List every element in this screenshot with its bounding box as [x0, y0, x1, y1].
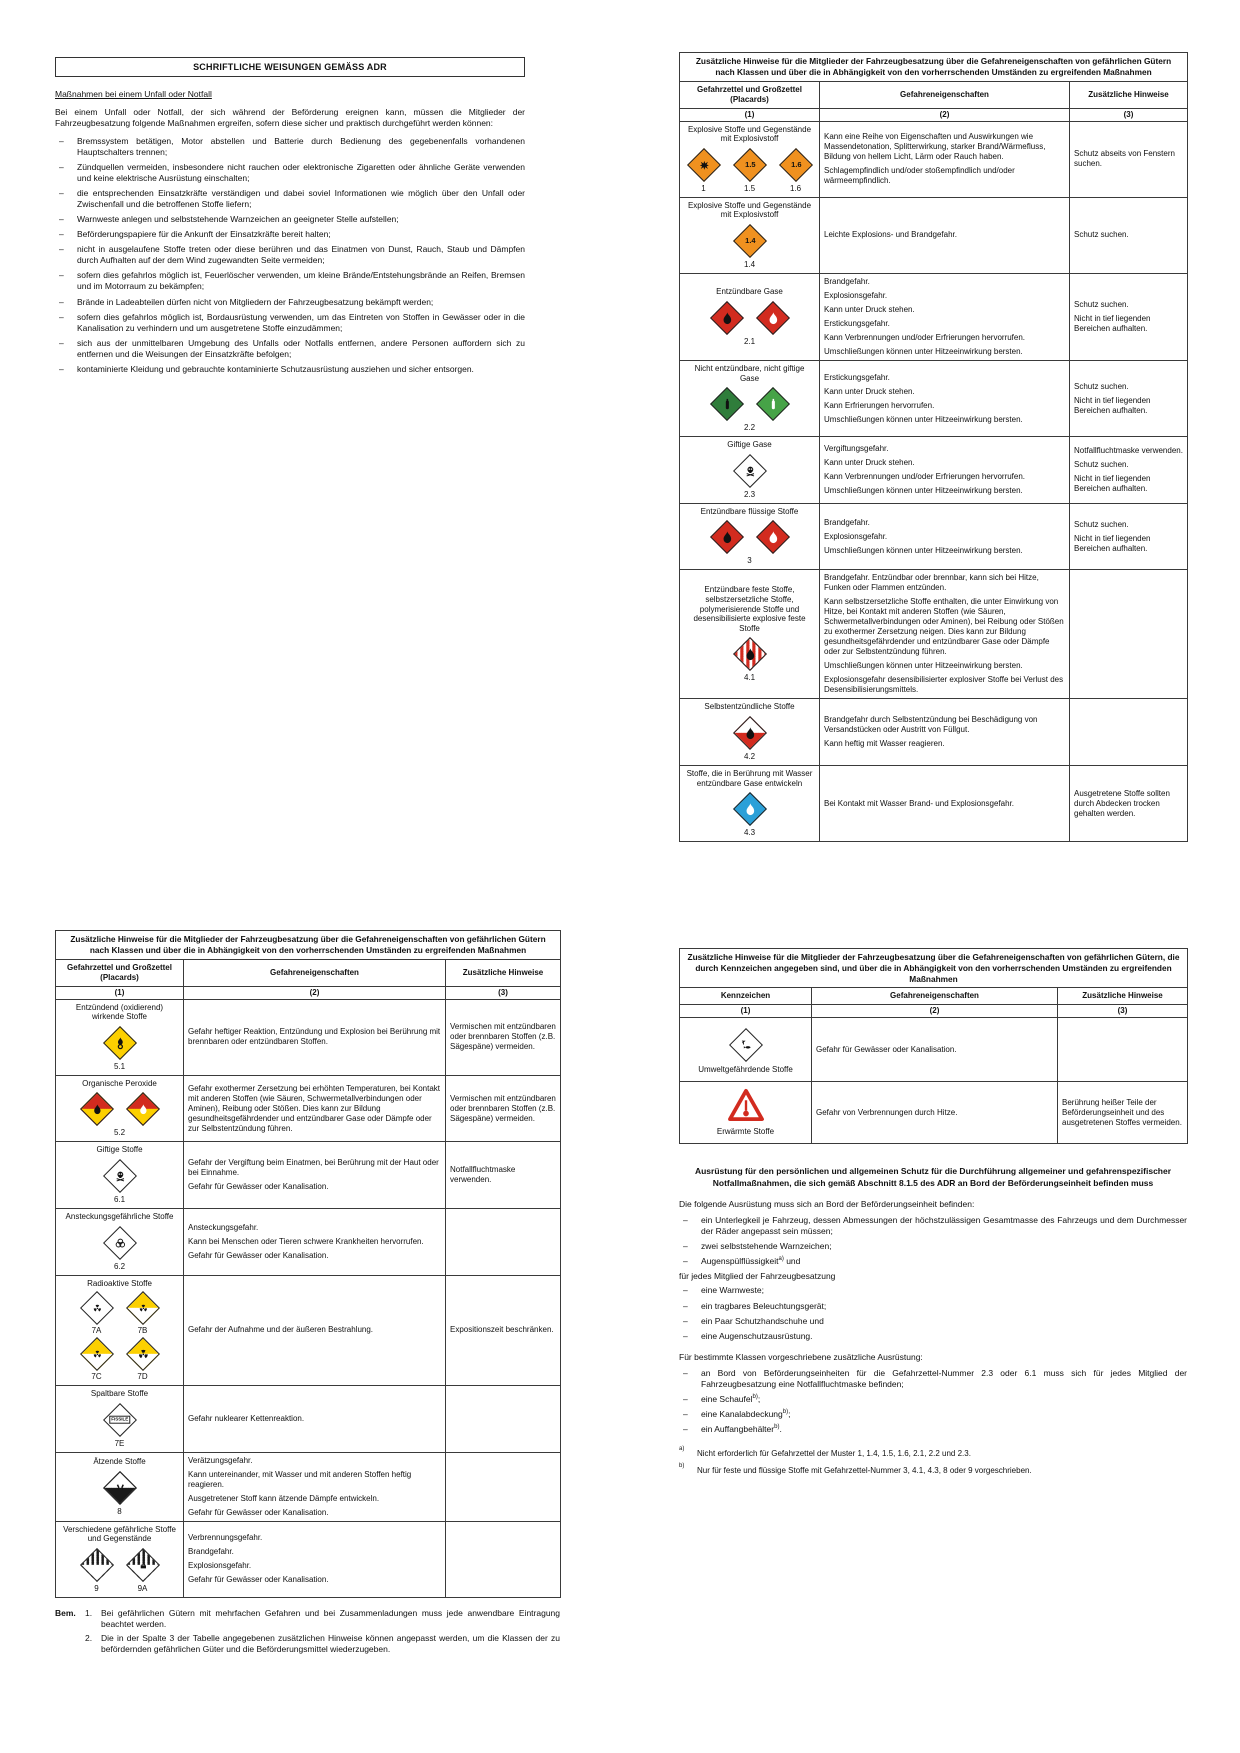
placard-gas-cylinder-white-icon: [755, 386, 791, 422]
table-row-class-7: Radioaktive Stoffe 7A 7B 7C 7D Gefahr der Aufnahme und der äußeren Bestrahlung. Expositionszeit beschränken.: [56, 1275, 561, 1386]
equipment-heading: Ausrüstung für den persönlichen und allgemeinen Schutz für die Durchführung allgemeiner und gefahrenspezifischer Notfallmaßnahmen, die sich gemäß Abschnitt 8.1.5 des ADR an Bord der Beförderungseinheit befinden muss: [694, 1166, 1172, 1188]
list-item: – an Bord von Beförderungseinheiten für die Gefahrzettel-Nummer 2.3 oder 6.1 muss sich für jedes Mitglied der Fahrzeugbesatzung eine Notfallfluchtmaske befinden;: [679, 1368, 1187, 1390]
table-row-class-4-1: Entzündbare feste Stoffe, selbstzersetzliche Stoffe, polymerisierende Stoffe und desensibilisierte explosive feste Stoffe 4.1 Brandgefahr. Entzündbar oder brennbar, kann sich bei Hitze, Funken oder Flammen entzünden. Kann selbstzersetzliche Stoffe enthalten, die unter Einwirkung von Hitze, bei Kontakt mit anderen Stoffen (wie Säuren, Schwermetallverbindungen oder Aminen), bei Reibung oder Stößen zu exothermer Zersetzung neigen. Dies kann zur Bildung gesundheitsgefährdender und entzündbarer Gase oder Dämpfe oder zur Selbstentzündung führen. Umschließungen können unter Hitzeeinwirkung bersten. Explosionsgefahr desensibilisierter explosiver Stoffe bei Verlust des Desensibilisierungsmittels.: [680, 570, 1188, 699]
col-header-hints: Zusätzliche Hinweise: [1058, 988, 1188, 1005]
placard-flammable-gas-white-flame-icon: [755, 300, 791, 336]
document-title: SCHRIFTLICHE WEISUNGEN GEMÄSS ADR: [55, 57, 525, 77]
marks-table: Zusätzliche Hinweise für die Mitglieder der Fahrzeugbesatzung über die Gefahreneigenschaften von gefährlichen Gütern, die durch Kennzeichen angegeben sind, und über die in Abhängigkeit von den vorherrschenden Umständen zu ergreifenden Maßnahmen Kennzeichen Gefahreneigenschaften Zusätzliche Hinweise (1) (2) (3) Umweltgefährdende Stoffe Gefahr für Gewässer oder Kanalisation. Erwärmte Stoffe Gefahr von Verbrennungen durch Hitze. Berührung heißer Teile der Beförderungseinheit und des ausgetretenen Stoffes vermeiden.: [679, 948, 1188, 1144]
placard-flammable-solid-striped-icon: [732, 636, 768, 672]
footnote-a: a) Nicht erforderlich für Gefahrzettel der Muster 1, 1.4, 1.5, 1.6, 2.1, 2.2 und 2.3.: [679, 1445, 971, 1458]
table-row-class-5-2: Organische Peroxide 5.2 Gefahr exothermer Zersetzung bei erhöhten Temperaturen, bei Kontakt mit anderen Stoffen (wie Säuren, Schwermetallverbindungen oder Aminen), Reibung oder Stößen. Dies kann zur Bildung gesundheitsgefährdender und entzündbarer Gase oder Dämpfe oder zur Selbstentzündung führen. Vermischen mit entzündbaren oder brennbaren Stoffen (z.B. Sägespäne) vermeiden.: [56, 1075, 561, 1142]
list-item: – nicht in ausgelaufene Stoffe treten oder diese berühren und das Einatmen von Dunst, Rauch, Staub und Dämpfen durch Aufhalten auf der dem Wind zugewandten Seite vermeiden;: [55, 244, 525, 266]
placard-oxidizer-icon: [102, 1025, 138, 1061]
list-item: – Brände in Ladeabteilen dürfen nicht von Mitgliedern der Fahrzeugbesatzung bekämpft werden;: [55, 297, 525, 308]
placard-captions: 9 9A: [94, 1583, 148, 1593]
table-row-class-2-3: Giftige Gase 2.3 Vergiftungsgefahr. Kann unter Druck stehen. Kann Verbrennungen und/oder Erfrierungen hervorrufen. Umschließungen können unter Hitzeeinwirkung bersten. Notfallfluchtmaske verwenden. Schutz suchen. Nicht in tief liegenden Bereichen aufhalten.: [680, 437, 1188, 504]
table-row-class-1: Explosive Stoffe und Gegenstände mit Explosivstoff 1.5 1.6 1 1.5 1.6 Kann eine Reihe von Eigenschaften und Auswirkungen wie Massendetonation, Splitterwirkung, starker Brand/Wärmefluss, Bildung von hellem Licht, Lärm oder Rauch haben. Schlagempfindlich und/oder stoßempfindlich und/oder wärmeempfindlich. Schutz abseits von Fenstern suchen.: [680, 121, 1188, 197]
col-header-placards: Gefahrzettel und Großzettel (Placards): [56, 959, 184, 986]
placard-organic-peroxide-white-flame-icon: [125, 1091, 161, 1127]
placard-infectious-biohazard-icon: [102, 1225, 138, 1261]
list-item: – zwei selbststehende Warnzeichen;: [679, 1241, 1187, 1252]
list-item: – sich aus der unmittelbaren Umgebung des Unfalls oder Notfalls entfernen, andere Personen auffordern sich zu entfernen und die Weisungen der Einsatzkräfte befolgen;: [55, 338, 525, 360]
list-item: – eine Kanalabdeckung$^{b)}$;: [679, 1409, 1187, 1420]
list-item: – eine Warnweste;: [679, 1285, 1187, 1296]
remark-item: 1. Bei gefährlichen Gütern mit mehrfachen Gefahren und bei Zusammenladungen muss jede anwendbare Eintragung beachtet werden.: [85, 1607, 560, 1629]
equipment-intro: Die folgende Ausrüstung muss sich an Bord der Beförderungseinheit befinden:: [679, 1199, 975, 1210]
list-item: – die entsprechenden Einsatzkräfte verständigen und dabei soviel Informationen wie möglich über den Unfall oder Zwischenfall und die betroffenen Stoffe liefern;: [55, 188, 525, 210]
placard-explosive-1-4-icon: 1.4: [732, 223, 768, 259]
placard-gas-cylinder-black-icon: [709, 386, 745, 422]
table-row-class-2-2: Nicht entzündbare, nicht giftige Gase 2.2 Erstickungsgefahr. Kann unter Druck stehen. Kann Erfrierungen hervorrufen. Umschließungen können unter Hitzeeinwirkung bersten. Schutz suchen. Nicht in tief liegenden Bereichen aufhalten.: [680, 360, 1188, 436]
list-item: – ein Unterlegkeil je Fahrzeug, dessen Abmessungen der höchstzulässigen Gesamtmasse des Fahrzeugs und dem Durchmesser der Räder angepasst sein müssen;: [679, 1215, 1187, 1237]
col-header-marks: Kennzeichen: [680, 988, 812, 1005]
placard-fissile-icon: FISSILE: [102, 1402, 138, 1438]
list-item: – sofern dies gefahrlos möglich ist, Bordausrüstung verwenden, um das Eintreten von Stoffen in Gewässer oder in die Kanalisation zu verhindern und um ausgetretene Stoffe einzudämmen;: [55, 312, 525, 334]
list-item: – ein tragbares Beleuchtungsgerät;: [679, 1301, 1187, 1312]
table-title: Zusätzliche Hinweise für die Mitglieder der Fahrzeugbesatzung über die Gefahreneigenschaften von gefährlichen Gütern nach Klassen und über die in Abhängigkeit von den vorherrschenden Umständen zu ergreifenden Maßnahmen: [680, 53, 1188, 82]
table-row-class-8: Ätzende Stoffe 8 Verätzungsgefahr. Kann untereinander, mit Wasser und mit anderen Stoffen heftig reagieren. Ausgetretener Stoff kann ätzende Dämpfe entwickeln. Gefahr für Gewässer oder Kanalisation.: [56, 1452, 561, 1521]
placard-captions: 7A 7B: [91, 1326, 148, 1336]
col-header-properties: Gefahreneigenschaften: [184, 959, 446, 986]
remark-item: 2. Die in der Spalte 3 der Tabelle angegebenen zusätzlichen Hinweise können angepasst werden, um die Klassen der zu befördernden gefährlichen Güter und die Beförderungsmittel wiederzugeben.: [85, 1633, 560, 1655]
placard-toxic-skull-icon: [102, 1158, 138, 1194]
list-item: – Beförderungspapiere für die Ankunft der Einsatzkräfte bereit halten;: [55, 229, 525, 240]
placard-dangerous-when-wet-icon: [732, 791, 768, 827]
placard-captions: 7C 7D: [91, 1372, 148, 1382]
table-row-class-6-2: Ansteckungsgefährliche Stoffe 6.2 Ansteckungsgefahr. Kann bei Menschen oder Tieren schwere Krankheiten hervorrufen. Gefahr für Gewässer oder Kanalisation.: [56, 1208, 561, 1275]
list-item: – Warnweste anlegen und selbststehende Warnzeichen an geeigneter Stelle aufstellen;: [55, 214, 525, 225]
intro-paragraph: Bei einem Unfall oder Notfall, der sich während der Beförderung ereignen kann, müssen die Mitglieder der Fahrzeugbesatzung folgende Maßnahmen ergreifen, sofern diese sicher und praktisch durchgeführt werden können:: [55, 107, 525, 129]
placard-explosive-1-6-icon: 1.6: [778, 147, 814, 183]
hazard-table-classes-5-to-9: Zusätzliche Hinweise für die Mitglieder der Fahrzeugbesatzung über die Gefahreneigenschaften von gefährlichen Gütern nach Klassen und über die in Abhängigkeit von den vorherrschenden Umständen zu ergreifenden Maßnahmen Gefahrzettel und Großzettel (Placards) Gefahreneigenschaften Zusätzliche Hinweise (1) (2) (3) Entzündend (oxidierend) wirkende Stoffe 5.1 Gefahr heftiger Reaktion, Entzündung und Explosion bei Berührung mit brennbaren oder entzündbaren Stoffen. Vermischen mit entzündbaren oder brennbaren Stoffen (z.B. Sägespäne) vermeiden. Organische Peroxide 5.2 Gefahr exothermer Zersetzung bei erhöhten Temperaturen, bei Kontakt mit anderen Stoffen (wie Säuren, Schwermetallverbindungen oder Aminen), Reibung oder Stößen. Dies kann zur Bildung gesundheitsgefährdender und entzündbarer Gase oder Dämpfe oder zur Selbstentzündung führen. Vermischen mit entzündbaren oder brennbaren Stoffen (z.B. Sägespäne) vermeiden. Giftige Stoffe 6.1 Gefahr der Vergiftung beim Einatmen, bei Berührung mit der Haut oder bei Einnahme. Gefahr für Gewässer oder Kanalisation. Notfallfluchtmaske verwenden. Ansteckungsgefährliche Stoffe 6.2 Ansteckungsgefahr. Kann bei Menschen oder Tieren schwere Krankheiten hervorrufen. Gefahr für Gewässer oder Kanalisation. Radioaktive Stoffe 7A 7B 7C 7D Gefahr der Aufnahme und der äußeren Bestrahlung. Expositionszeit beschränken. Spaltbare Stoffe FISSILE 7E Gefahr nuklearer Kettenreaktion. Ätzende Stoffe 8 Verätzungsgefahr. Kann untereinander, mit Wasser und mit anderen Stoffen heftig reagieren. Ausgetretener Stoff kann ätzende Dämpfe entwickeln. Gefahr für Gewässer oder Kanalisation. Verschiedene gefährliche Stoffe und Gegenstände 9 9A Verbrennungsgefahr. Brandgefahr. Explosionsgefahr. Gefahr für Gewässer oder Kanalisation.: [55, 930, 561, 1598]
placard-flammable-liquid-black-flame-icon: [709, 519, 745, 555]
footnote-b: b) Nur für feste und flüssige Stoffe mit Gefahrzettel-Nummer 3, 4.1, 4.3, 8 oder 9 vorgeschrieben.: [679, 1463, 1032, 1476]
table-row-class-7E: Spaltbare Stoffe FISSILE 7E Gefahr nuklearer Kettenreaktion.: [56, 1386, 561, 1453]
col-header-hints: Zusätzliche Hinweise: [1070, 81, 1188, 108]
list-item: – ein Paar Schutzhandschuhe und: [679, 1316, 1187, 1327]
placard-radioactive-7B-icon: [125, 1290, 161, 1326]
additional-hints: Schutz abseits von Fenstern suchen.: [1074, 149, 1175, 169]
page-4: [679, 948, 1187, 1484]
equipment-heading-2: Für bestimmte Klassen vorgeschriebene zusätzliche Ausrüstung:: [679, 1351, 923, 1362]
list-item: – eine Augenschutzausrüstung.: [679, 1331, 1187, 1342]
mark-environmentally-hazardous-icon: [728, 1027, 764, 1063]
placard-toxic-gas-skull-icon: [732, 453, 768, 489]
placard-corrosive-icon: [102, 1470, 138, 1506]
table-row-class-4-3: Stoffe, die in Berührung mit Wasser entzündbare Gase entwickeln 4.3 Bei Kontakt mit Wasser Brand- und Explosionsgefahr. Ausgetretene Stoffe sollten durch Abdecken trocken gehalten werden.: [680, 765, 1188, 841]
list-item: – eine Schaufel$^{b)}$;: [679, 1394, 1187, 1405]
table-row-environmentally-hazardous: Umweltgefährdende Stoffe Gefahr für Gewässer oder Kanalisation.: [680, 1018, 1188, 1082]
placard-radioactive-7C-icon: [79, 1336, 115, 1372]
list-item: – Bremssystem betätigen, Motor abstellen und Batterie durch Bedienung des gegebenenfalls vorhandenen Hauptschalters trennen;: [55, 136, 525, 158]
table-title: Zusätzliche Hinweise für die Mitglieder der Fahrzeugbesatzung über die Gefahreneigenschaften von gefährlichen Gütern, die durch Kennzeichen angegeben sind, und über die in Abhängigkeit von den vorherrschenden Umständen zu ergreifenden Maßnahmen: [680, 949, 1188, 988]
placard-organic-peroxide-black-flame-icon: [79, 1091, 115, 1127]
list-item: – Augenspülflüssigkeit$^{a)}$ und: [679, 1256, 1187, 1267]
equipment-mid-line: für jedes Mitglied der Fahrzeugbesatzung: [679, 1271, 836, 1282]
placard-flammable-gas-black-flame-icon: [709, 300, 745, 336]
mark-elevated-temperature-icon: [727, 1088, 765, 1125]
table-row-class-4-2: Selbstentzündliche Stoffe 4.2 Brandgefahr durch Selbstentzündung bei Beschädigung von Versandstücken oder Austritt von Füllgut. Kann heftig mit Wasser reagieren.: [680, 699, 1188, 766]
placard-explosive-1-icon: [686, 147, 722, 183]
table-row-class-1-4: Explosive Stoffe und Gegenstände mit Explosivstoff 1.4 1.4 Leichte Explosions- und Brandgefahr. Schutz suchen.: [680, 197, 1188, 273]
section-heading: Maßnahmen bei einem Unfall oder Notfall: [55, 89, 212, 99]
footnotes: [679, 1445, 1187, 1477]
placard-captions: 1 1.5 1.6: [701, 183, 802, 193]
list-item: – ein Auffangbehälter$^{b)}$.: [679, 1424, 1187, 1435]
table-row-class-9: Verschiedene gefährliche Stoffe und Gegenstände 9 9A Verbrennungsgefahr. Brandgefahr. Explosionsgefahr. Gefahr für Gewässer oder Kanalisation.: [56, 1521, 561, 1597]
page-1: [55, 57, 525, 379]
placard-radioactive-7A-icon: [79, 1290, 115, 1326]
placard-explosive-1-5-icon: 1.5: [732, 147, 768, 183]
placard-misc-9A-battery-icon: [125, 1547, 161, 1583]
list-item: – sofern dies gefahrlos möglich ist, Feuerlöscher verwenden, um kleine Brände/Entstehungsbrände an Reifen, Bremsen und im Motorraum zu bekämpfen;: [55, 270, 525, 292]
remarks: [55, 1608, 560, 1658]
placard-misc-9-icon: [79, 1547, 115, 1583]
page-3: [55, 930, 560, 1658]
placard-flammable-liquid-white-flame-icon: [755, 519, 791, 555]
col-header-properties: Gefahreneigenschaften: [820, 81, 1070, 108]
list-item: – Zündquellen vermeiden, insbesondere nicht rauchen oder elektronische Zigaretten oder ähnliche Geräte verwenden und keine elektrische Ausrüstung einschalten;: [55, 162, 525, 184]
placard-radioactive-7D-icon: [125, 1336, 161, 1372]
table-row-class-6-1: Giftige Stoffe 6.1 Gefahr der Vergiftung beim Einatmen, bei Berührung mit der Haut oder bei Einnahme. Gefahr für Gewässer oder Kanalisation. Notfallfluchtmaske verwenden.: [56, 1142, 561, 1209]
col-header-hints: Zusätzliche Hinweise: [446, 959, 561, 986]
table-row-elevated-temperature: Erwärmte Stoffe Gefahr von Verbrennungen durch Hitze. Berührung heißer Teile der Beförderungseinheit und des ausgetretenen Stoffes vermeiden.: [680, 1082, 1188, 1144]
col-header-placards: Gefahrzettel und Großzettel (Placards): [680, 81, 820, 108]
hazard-properties: Kann eine Reihe von Eigenschaften und Auswirkungen wie Massendetonation, Splitterwirkung, starker Brand/Wärmefluss, Bildung von hellem Licht, Lärm oder Rauch haben. Schlagempfindlich und/oder stoßempfindlich und/oder wärmeempfindlich.: [824, 132, 1046, 186]
list-item: – kontaminierte Kleidung und gebrauchte kontaminierte Schutzausrüstung ausziehen und sicher entsorgen.: [55, 364, 525, 375]
placard-spontaneously-combustible-icon: [732, 715, 768, 751]
table-title: Zusätzliche Hinweise für die Mitglieder der Fahrzeugbesatzung über die Gefahreneigenschaften von gefährlichen Gütern nach Klassen und über die in Abhängigkeit von den vorherrschenden Umständen zu ergreifenden Maßnahmen: [56, 931, 561, 960]
col-header-properties: Gefahreneigenschaften: [812, 988, 1058, 1005]
page-2: [679, 52, 1187, 842]
table-row-class-3: Entzündbare flüssige Stoffe 3 Brandgefahr. Explosionsgefahr. Umschließungen können unter Hitzeeinwirkung bersten. Schutz suchen. Nicht in tief liegenden Bereichen aufhalten.: [680, 503, 1188, 570]
remarks-label: Bem.: [55, 1607, 76, 1618]
table-row-class-2-1: Entzündbare Gase 2.1 Brandgefahr. Explosionsgefahr. Kann unter Druck stehen. Erstickungsgefahr. Kann Verbrennungen und/oder Erfrierungen hervorrufen. Umschließungen können unter Hitzeeinwirkung bersten. Schutz suchen. Nicht in tief liegenden Bereichen aufhalten.: [680, 273, 1188, 360]
hazard-table-classes-1-to-4: Zusätzliche Hinweise für die Mitglieder der Fahrzeugbesatzung über die Gefahreneigenschaften von gefährlichen Gütern nach Klassen und über die in Abhängigkeit von den vorherrschenden Umständen zu ergreifenden Maßnahmen Gefahrzettel und Großzettel (Placards) Gefahreneigenschaften Zusätzliche Hinweise (1) (2) (3) Explosive Stoffe und Gegenstände mit Explosivstoff 1.5 1.6 1 1.5 1.6 Kann eine Reihe von Eigenschaften und Auswirkungen wie Massendetonation, Splitterwirkung, starker Brand/Wärmefluss, Bildung von hellem Licht, Lärm oder Rauch haben. Schlagempfindlich und/oder stoßempfindlich und/oder wärmeempfindlich. Schutz abseits von Fenstern suchen. Explosive Stoffe und Gegenstände mit Explosivstoff 1.4 1.4 Leichte Explosions- und Brandgefahr. Schutz suchen. Entzündbare Gase 2.1 Brandgefahr. Explosionsgefahr. Kann unter Druck stehen. Erstickungsgefahr. Kann Verbrennungen und/oder Erfrierungen hervorrufen. Umschließungen können unter Hitzeeinwirkung bersten. Schutz suchen. Nicht in tief liegenden Bereichen aufhalten. Nicht entzündbare, nicht giftige Gase 2.2 Erstickungsgefahr. Kann unter Druck stehen. Kann Erfrierungen hervorrufen. Umschließungen können unter Hitzeeinwirkung bersten. Schutz suchen. Nicht in tief liegenden Bereichen aufhalten. Giftige Gase 2.3 Vergiftungsgefahr. Kann unter Druck stehen. Kann Verbrennungen und/oder Erfrierungen hervorrufen. Umschließungen können unter Hitzeeinwirkung bersten. Notfallfluchtmaske verwenden. Schutz suchen. Nicht in tief liegenden Bereichen aufhalten. Entzündbare flüssige Stoffe 3 Brandgefahr. Explosionsgefahr. Umschließungen können unter Hitzeeinwirkung bersten. Schutz suchen. Nicht in tief liegenden Bereichen aufhalten. Entzündbare feste Stoffe, selbstzersetzliche Stoffe, polymerisierende Stoffe und desensibilisierte explosive feste Stoffe 4.1 Brandgefahr. Entzündbar oder brennbar, kann sich bei Hitze, Funken oder Flammen entzünden. Kann selbstzersetzliche Stoffe enthalten, die unter Einwirkung von Hitze, bei Kontakt mit anderen Stoffen (wie Säuren, Schwermetallverbindungen oder Aminen), bei Reibung oder Stößen zu exothermer Zersetzung neigen. Dies kann zur Bildung gesundheitsgefährdender und entzündbarer Gase oder Dämpfe oder zur Selbstentzündung führen. Umschließungen können unter Hitzeeinwirkung bersten. Explosionsgefahr desensibilisierter explosiver Stoffe bei Verlust des Desensibilisierungsmittels. Selbstentzündliche Stoffe 4.2 Brandgefahr durch Selbstentzündung bei Beschädigung von Versandstücken oder Austritt von Füllgut. Kann heftig mit Wasser reagieren. Stoffe, die in Berührung mit Wasser entzündbare Gase entwickeln 4.3 Bei Kontakt mit Wasser Brand- und Explosionsgefahr. Ausgetretene Stoffe sollten durch Abdecken trocken gehalten werden.: [679, 52, 1188, 842]
table-row-class-5-1: Entzündend (oxidierend) wirkende Stoffe 5.1 Gefahr heftiger Reaktion, Entzündung und Explosion bei Berührung mit brennbaren oder entzündbaren Stoffen. Vermischen mit entzündbaren oder brennbaren Stoffen (z.B. Sägespäne) vermeiden.: [56, 999, 561, 1075]
